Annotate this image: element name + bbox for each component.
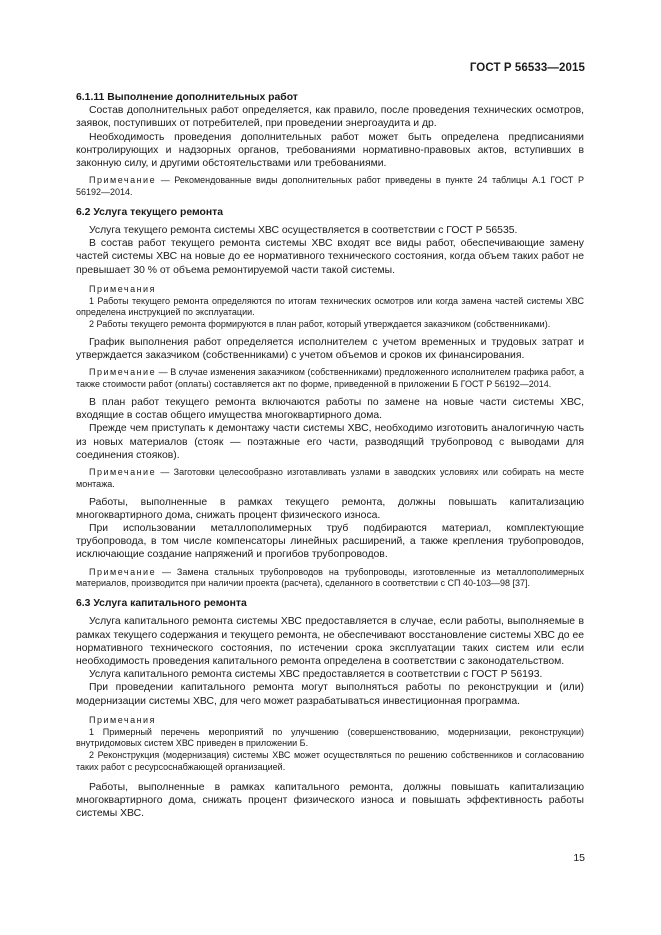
page-number: 15 [573,852,585,864]
paragraph: В состав работ текущего ремонта системы ХВС входят все виды работ, обеспечивающие замену частей системы ХВС на новые до ее нормативного технического состояния, когда объем таких работ не превышает 30 % от объема ремонтируемой части такой системы. [76,238,584,276]
note-label: Примечание [89,175,157,186]
note-label: Примечание [89,367,157,378]
note [76,367,584,391]
section-heading-6-3: 6.3 Услуга капитального ремонта [76,598,247,610]
paragraph: Состав дополнительных работ определяется, как правило, после проведения технических осмотров, заявок, поступивших от потребителей, при проведении энергоаудита и др. [76,105,584,130]
paragraph: График выполнения работ определяется исполнителем с учетом временных и трудовых затрат и утверждается заказчиком (собственниками) с учетом объемов и сроков их финансирования. [76,337,584,362]
paragraph: Услуга капитального ремонта системы ХВС предоставляется в соответствии с ГОСТ Р 56193. [89,669,543,681]
paragraph: В план работ текущего ремонта включаются работы по замене на новые части системы ХВС, входящие в состав общего имущества многоквартирного дома. [76,397,584,422]
note [76,467,584,491]
page-content [76,91,584,820]
note-text: — Рекомендованные виды дополнительных работ приведены в пункте 24 таблицы А.1 ГОСТ Р 56192—2014. [76,175,584,198]
note [76,567,584,591]
note-text: — Заготовки целесообразно изготавливать узлами в заводских условиях или собирать на месте монтажа. [76,467,584,489]
paragraph: Работы, выполненные в рамках капитального ремонта, должны повышать капитализацию многоквартирного дома, снижать процент физического износа и повышать эффективность работы системы ХВС. [76,781,584,820]
note-label: Примечание [89,467,157,478]
paragraph: Прежде чем приступать к демонтажу части системы ХВС, необходимо изготовить аналогичную часть из новых материалов (стояк — поэтажные его части, разводящий трубопровод с выводами для соединения стояков). [76,423,584,461]
note: 1 Примерный перечень мероприятий по улучшению (совершенствованию, модернизации, реконструкции) внутридомовых систем ХВС приведен в приложении Б. [76,726,584,749]
note: 2 Работы текущего ремонта формируются в план работ, который утверждается заказчиком (собственниками). [89,319,551,330]
paragraph: При проведении капитального ремонта могут выполняться работы по реконструкции и (или) модернизации системы ХВС, для чего может разрабатываться инвестиционная программа. [76,682,584,707]
note: 1 Работы текущего ремонта определяются по итогам технических осмотров или когда замена частей системы ХВС определена инструкцией по эксплуатации. [76,295,584,318]
note [76,175,584,199]
section-heading-6-1-11: 6.1.11 Выполнение дополнительных работ [76,92,298,103]
document-code-header: ГОСТ Р 56533—2015 [469,62,585,74]
section-heading-6-2: 6.2 Услуга текущего ремонта [76,206,224,218]
notes-title: Примечания [89,283,156,294]
paragraph: Услуга текущего ремонта системы ХВС осуществляется в соответствии с ГОСТ Р 56535. [89,225,518,237]
paragraph: Необходимость проведения дополнительных работ может быть определена предписаниями контролирующих и надзорных органов, требованиями нормативно-правовых актов, вступивших в законную силу, и другими обстоятельствами или требованиями. [76,131,584,170]
note: 2 Реконструкция (модернизация) системы ХВС может осуществляться по решению собственников и согласованию таких работ с ресурсоснабжающей организацией. [76,750,584,773]
note-text: — Замена стальных трубопроводов на трубопроводы, изготовленные из металлополимерных материалов, производится при наличии проекта (расчета), сделанного в соответствии с СП 40-103—98 [37]. [76,566,584,589]
note-text: — В случае изменения заказчиком (собственниками) предложенного исполнителем графика работ, а также стоимости работ (оплаты) составляется акт по форме, приведенной в приложении Б ГОСТ Р 56192—2014. [76,367,584,390]
paragraph: Работы, выполненные в рамках текущего ремонта, должны повышать капитализацию многоквартирного дома, снижать процент физического износа. [76,496,584,521]
paragraph: Услуга капитального ремонта системы ХВС предоставляется в случае, если работы, выполняемые в рамках текущего содержания и текущего ремонта, не обеспечивают восстановление системы ХВС до ее нормативного технического состояния, по истечении срока эксплуатации таких систем или если необходимость проведения капитального ремонта определена в соответствии с законодательством. [76,616,584,668]
note-label: Примечание [89,566,157,577]
paragraph: При использовании металлополимерных труб подбираются материал, комплектующие трубопровода, в том числе компенсаторы линейных расширений, а также крепления трубопроводов, исключающие создание напряжений и прогибов трубопроводов. [76,523,584,561]
notes-title: Примечания [89,714,156,725]
